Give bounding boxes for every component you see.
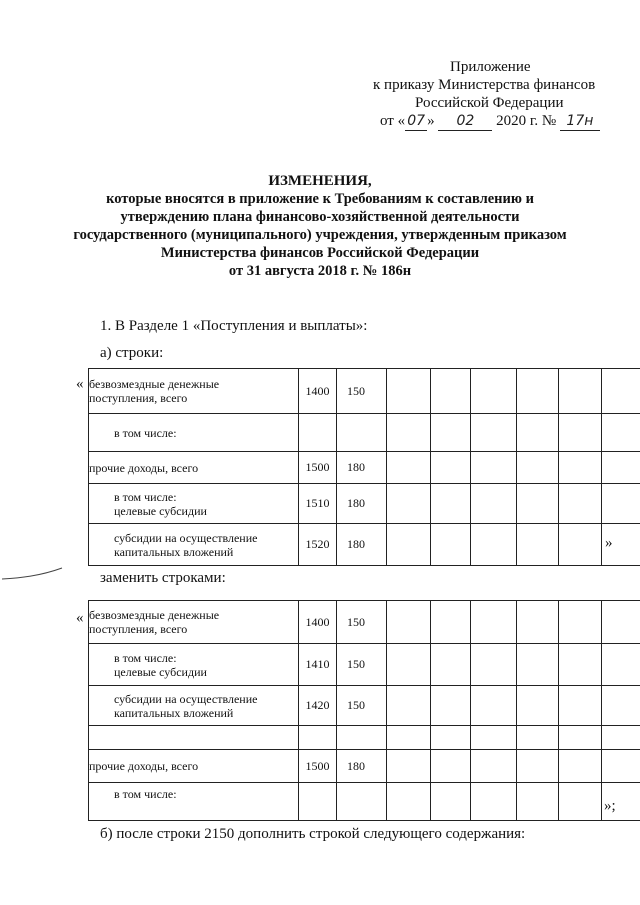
table-row xyxy=(89,783,640,821)
appendix-line-1: Приложение xyxy=(450,59,531,75)
row-article: 150 xyxy=(337,686,387,726)
row-name: прочие доходы, всего xyxy=(89,750,299,783)
open-quote-2: « xyxy=(76,610,84,626)
row-name: в том числе: xyxy=(89,414,299,452)
subsection-b: б) после строки 2150 дополнить строкой следующего содержания: xyxy=(100,826,526,842)
close-quote-2: »; xyxy=(604,798,616,814)
title-line-5: от 31 августа 2018 г. № 186н xyxy=(228,263,412,279)
open-quote-1: « xyxy=(76,376,84,392)
row-code xyxy=(299,783,337,821)
table-row xyxy=(89,750,640,783)
title-line-3: государственного (муниципального) учреждения, утвержденным приказом xyxy=(73,227,567,243)
title-line-1: которые вносятся в приложение к Требованиям к составлению и xyxy=(106,191,534,207)
title-heading: ИЗМЕНЕНИЯ, xyxy=(268,173,372,189)
row-name: субсидии на осуществление капитальных вложений xyxy=(89,524,299,566)
table-row xyxy=(89,414,640,452)
table-row xyxy=(89,484,640,524)
row-code: 1420 xyxy=(299,686,337,726)
row-code: 1500 xyxy=(299,452,337,484)
section-1-heading: 1. В Разделе 1 «Поступления и выплаты»: xyxy=(100,318,368,334)
row-article: 180 xyxy=(337,524,387,566)
table-row xyxy=(89,452,640,484)
row-name: безвозмездные денежные поступления, всего xyxy=(89,601,299,644)
row-code xyxy=(299,414,337,452)
title-line-4: Министерства финансов Российской Федерации xyxy=(160,245,480,261)
date-month: 02 xyxy=(438,112,492,131)
row-article: 180 xyxy=(337,452,387,484)
row-name: субсидии на осуществление капитальных вложений xyxy=(89,686,299,726)
close-quote-1: » xyxy=(605,535,613,551)
row-name: прочие доходы, всего xyxy=(89,452,299,484)
row-article: 150 xyxy=(337,644,387,686)
replace-label: заменить строками: xyxy=(100,570,226,586)
row-code: 1400 xyxy=(299,601,337,644)
row-code: 1520 xyxy=(299,524,337,566)
subsection-a: а) строки: xyxy=(100,345,164,361)
date-prefix: от « xyxy=(380,113,406,129)
row-code: 1410 xyxy=(299,644,337,686)
row-article: 150 xyxy=(337,369,387,414)
row-article: 150 xyxy=(337,601,387,644)
appendix-date-line xyxy=(380,112,600,131)
row-name: в том числе: xyxy=(89,783,299,821)
margin-pen-mark xyxy=(0,565,70,585)
order-number: 17н xyxy=(560,112,600,131)
table-row xyxy=(89,601,640,644)
table-row xyxy=(89,726,640,750)
appendix-line-2: к приказу Министерства финансов xyxy=(373,77,596,93)
date-mid: » xyxy=(427,113,435,129)
table-original-rows xyxy=(88,368,640,566)
title-line-2: утверждению плана финансово-хозяйственной деятельности xyxy=(120,209,520,225)
date-day: 07 xyxy=(405,112,427,131)
table-row xyxy=(89,369,640,414)
date-year: 2020 г. № xyxy=(496,113,557,129)
row-code: 1510 xyxy=(299,484,337,524)
row-code xyxy=(299,726,337,750)
document-title xyxy=(0,172,640,280)
table-row xyxy=(89,686,640,726)
row-name: безвозмездные денежные поступления, всего xyxy=(89,369,299,414)
table-row xyxy=(89,524,640,566)
row-code: 1400 xyxy=(299,369,337,414)
row-name: в том числе: целевые субсидии xyxy=(89,644,299,686)
row-name xyxy=(89,726,299,750)
row-article: 180 xyxy=(337,484,387,524)
appendix-line-3: Российской Федерации xyxy=(415,95,564,111)
table-replacement-rows xyxy=(88,600,640,821)
row-article xyxy=(337,414,387,452)
row-article xyxy=(337,783,387,821)
row-article: 180 xyxy=(337,750,387,783)
row-code: 1500 xyxy=(299,750,337,783)
table-row xyxy=(89,644,640,686)
row-article xyxy=(337,726,387,750)
row-name: в том числе: целевые субсидии xyxy=(89,484,299,524)
